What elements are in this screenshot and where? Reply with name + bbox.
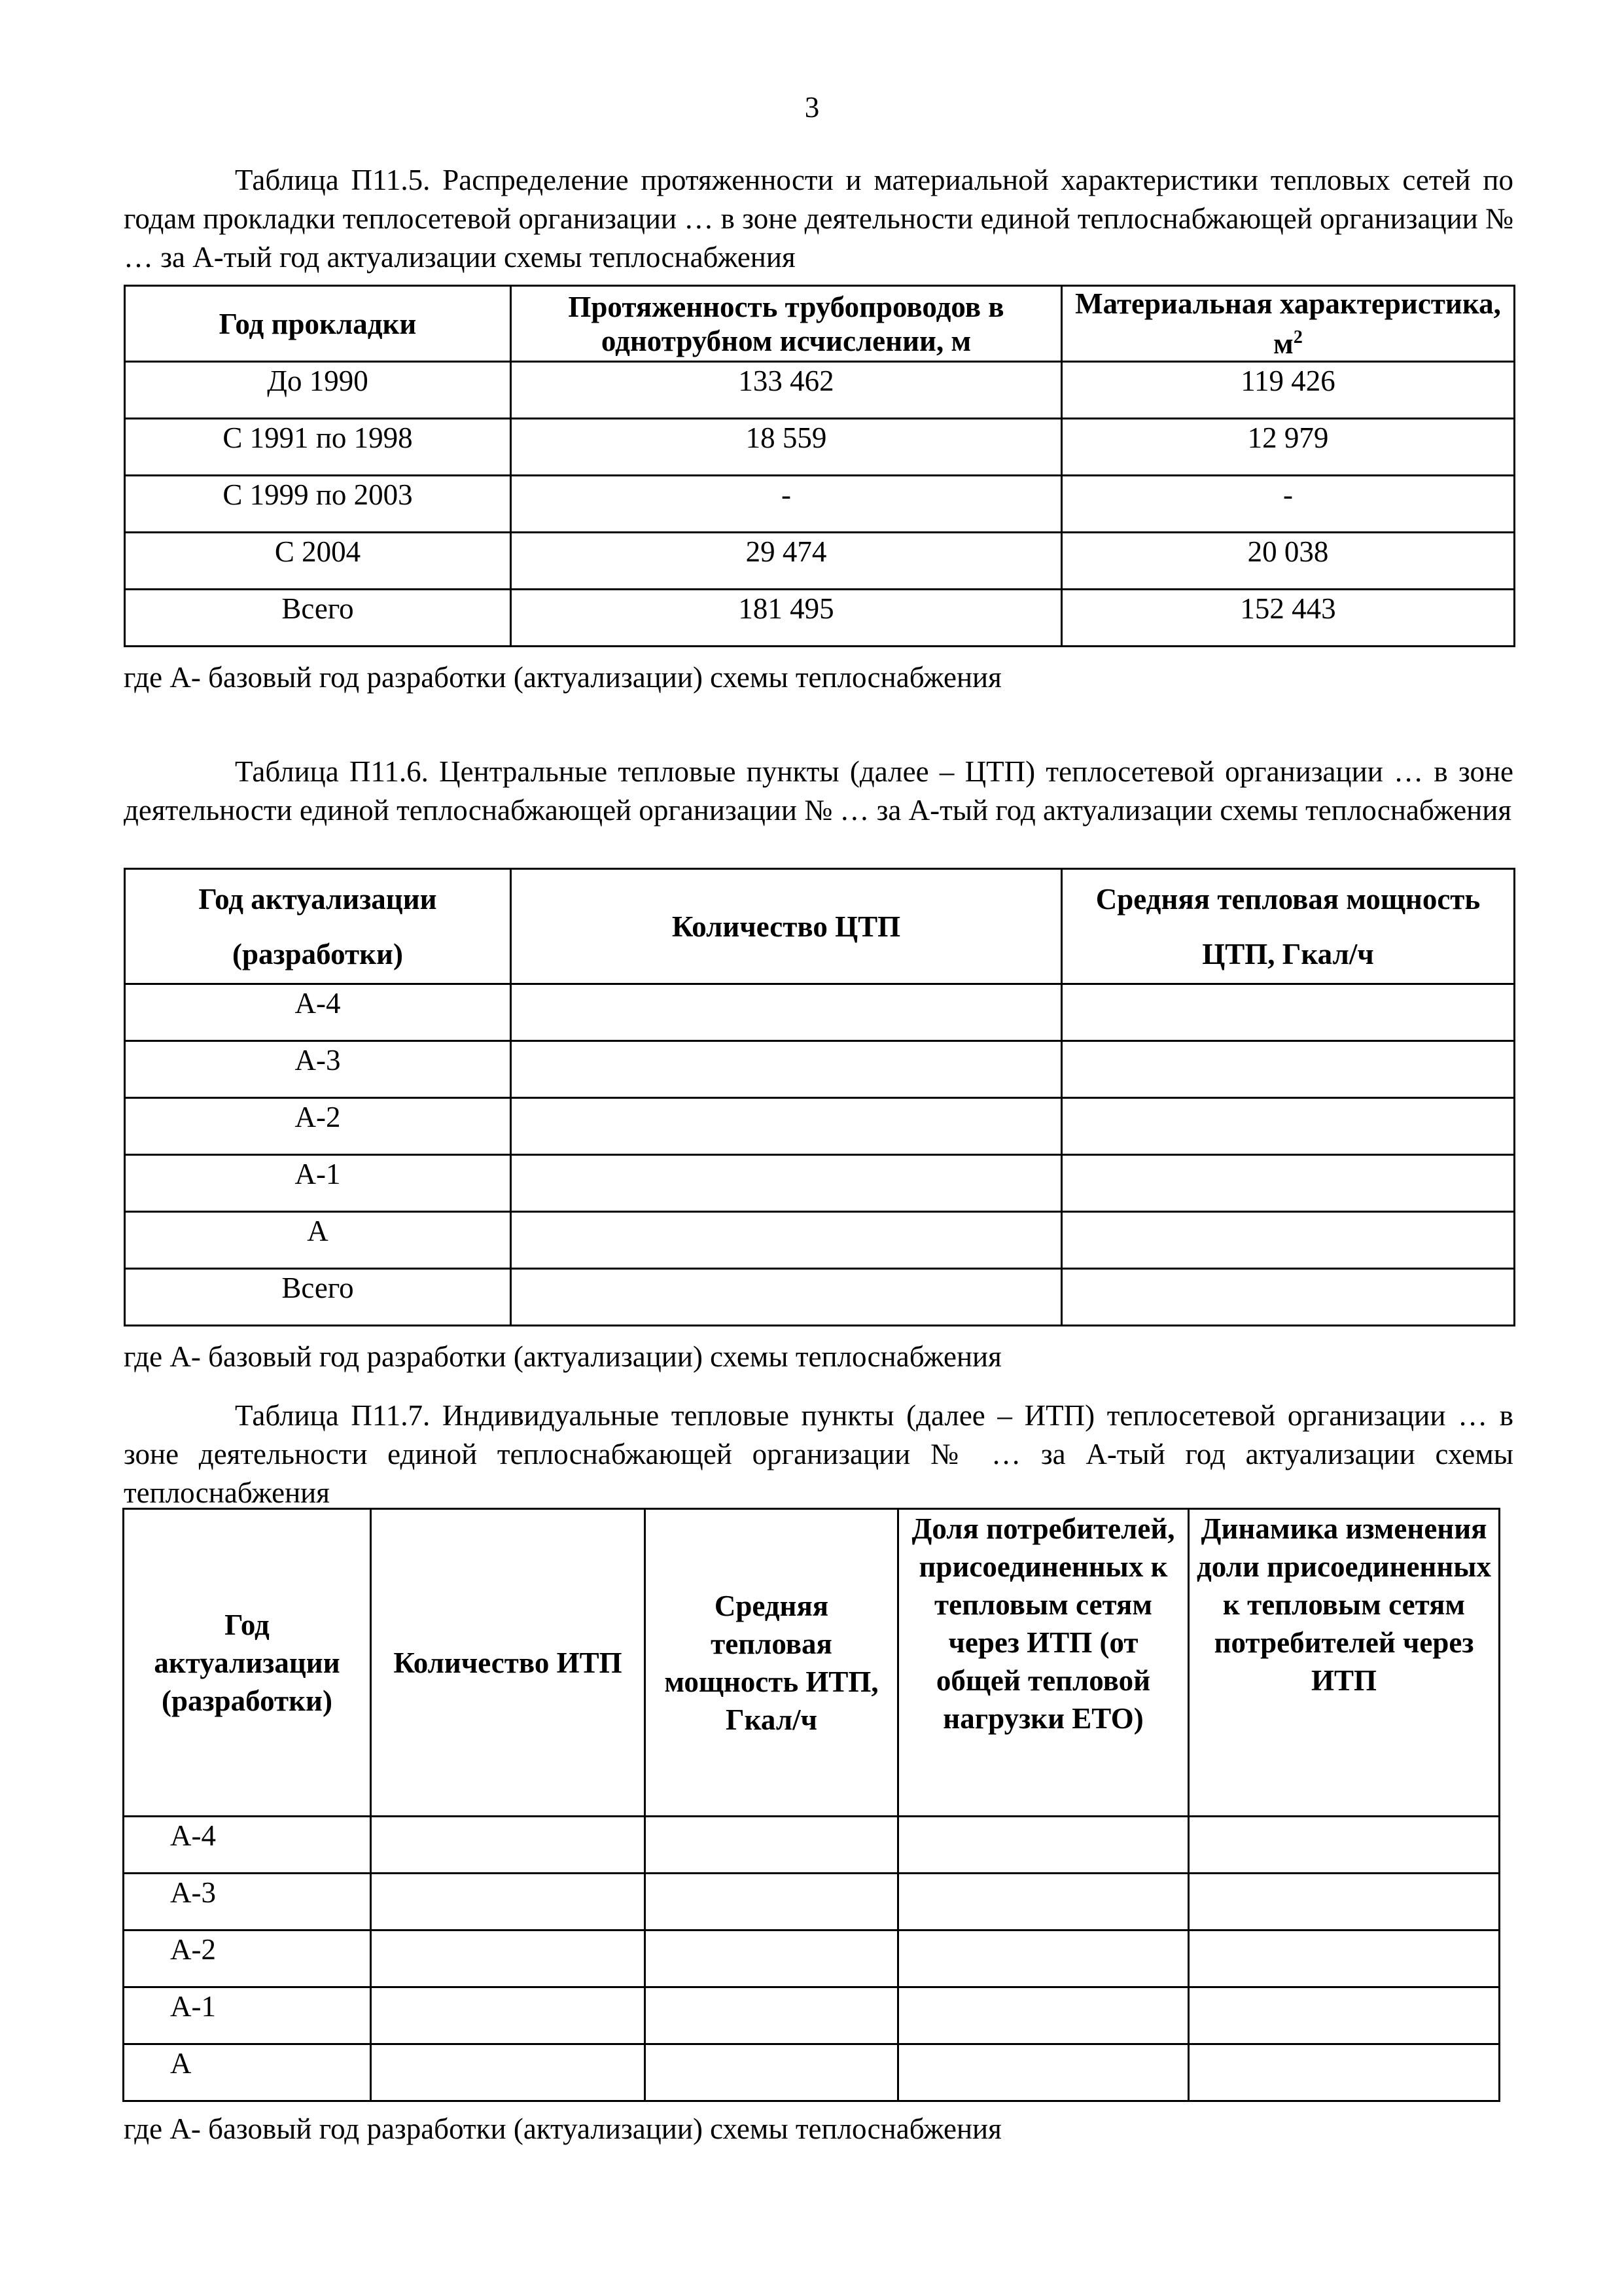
- empty-cell: [1062, 1212, 1515, 1269]
- row-label: А-2: [125, 1098, 511, 1155]
- table2-caption: Таблица П11.6. Центральные тепловые пункты (далее – ЦТП) теплосетевой организации … в зоне деятельности единой теплоснабжающей организации № … за А-тый год актуализации схемы теплоснабжения: [124, 755, 1513, 827]
- table3-note: где А- базовый год разработки (актуализации) схемы теплоснабжения: [124, 2112, 1002, 2145]
- table-row: [125, 419, 1515, 476]
- table-row: [124, 1987, 1500, 2044]
- empty-cell: [898, 2044, 1189, 2101]
- empty-cell: [511, 1212, 1062, 1269]
- empty-cell: [898, 1874, 1189, 1930]
- empty-cell: [371, 1874, 645, 1930]
- empty-cell: [371, 1817, 645, 1874]
- row-label: А-4: [125, 984, 511, 1041]
- superscript: 2: [1293, 327, 1303, 347]
- empty-cell: [1062, 1155, 1515, 1212]
- header-share: Доля потребителей, присоединенных к тепловым сетям через ИТП (от общей тепловой нагрузки ЕТО): [898, 1509, 1189, 1817]
- empty-cell: [1062, 984, 1515, 1041]
- empty-cell: [1189, 1930, 1500, 1987]
- empty-cell: [511, 984, 1062, 1041]
- header-power: Средняя тепловая мощность ЦТП, Гкал/ч: [1062, 869, 1515, 984]
- row-label: А-4: [124, 1817, 371, 1874]
- header-length: Протяженность трубопроводов в однотрубном исчислении, м: [511, 286, 1062, 362]
- table-row: [125, 476, 1515, 533]
- table-row: [124, 1817, 1500, 1874]
- row-label: А-1: [125, 1155, 511, 1212]
- table-row: [125, 984, 1515, 1041]
- table-row: [124, 1930, 1500, 1987]
- table-row: [125, 1212, 1515, 1269]
- table-ctp: [124, 868, 1515, 1326]
- table-row: [125, 1098, 1515, 1155]
- table-row: [125, 1041, 1515, 1098]
- table-cell: -: [511, 476, 1062, 533]
- table-row: [124, 1874, 1500, 1930]
- table-row: [125, 362, 1515, 419]
- empty-cell: [1062, 1098, 1515, 1155]
- header-power: Средняя тепловая мощность ИТП, Гкал/ч: [645, 1509, 898, 1817]
- empty-cell: [898, 1987, 1189, 2044]
- table-cell: 20 038: [1062, 533, 1515, 590]
- table-cell: -: [1062, 476, 1515, 533]
- row-label: Всего: [125, 1269, 511, 1326]
- row-label: А-1: [124, 1987, 371, 2044]
- table-itp: [122, 1508, 1500, 2102]
- table-cell: С 2004: [125, 533, 511, 590]
- empty-cell: [371, 2044, 645, 2101]
- row-label: А-2: [124, 1930, 371, 1987]
- table-row: [125, 533, 1515, 590]
- table3-caption: Таблица П11.7. Индивидуальные тепловые пункты (далее – ИТП) теплосетевой организации … в зоне деятельности единой теплоснабжающей организации № … за А-тый год актуализации схемы теплоснабжения: [124, 1399, 1513, 1509]
- table2-note: где А- базовый год разработки (актуализации) схемы теплоснабжения: [124, 1340, 1002, 1373]
- page-number: 3: [804, 91, 820, 124]
- table-cell: Всего: [125, 590, 511, 647]
- table-header-row: [125, 286, 1515, 362]
- table-row: [124, 2044, 1500, 2101]
- table1-caption: Таблица П11.5. Распределение протяженности и материальной характеристики тепловых сетей по годам прокладки теплосетевой организации … в зоне деятельности единой теплоснабжающей организации № … за А-тый год актуализации схемы теплоснабжения: [124, 164, 1513, 274]
- row-label: А: [125, 1212, 511, 1269]
- empty-cell: [898, 1930, 1189, 1987]
- header-material: [1062, 286, 1515, 362]
- table-header-row: [125, 869, 1515, 984]
- header-year: Год актуализации (разработки): [125, 869, 511, 984]
- empty-cell: [511, 1269, 1062, 1326]
- table-cell: До 1990: [125, 362, 511, 419]
- row-label: А-3: [124, 1874, 371, 1930]
- table-header-row: [124, 1509, 1500, 1817]
- table-cell: 12 979: [1062, 419, 1515, 476]
- table1-note: где А- базовый год разработки (актуализации) схемы теплоснабжения: [124, 661, 1002, 694]
- table-cell: С 1991 по 1998: [125, 419, 511, 476]
- table-cell: 29 474: [511, 533, 1062, 590]
- table-cell: С 1999 по 2003: [125, 476, 511, 533]
- empty-cell: [1062, 1269, 1515, 1326]
- header-dynamics: Динамика изменения доли присоединенных к тепловым сетям потребителей через ИТП: [1189, 1509, 1500, 1817]
- empty-cell: [645, 2044, 898, 2101]
- header-material-text: Материальная характеристика, м: [1075, 287, 1501, 360]
- table-row: [125, 1155, 1515, 1212]
- table-cell: 133 462: [511, 362, 1062, 419]
- table-cell: 18 559: [511, 419, 1062, 476]
- table-cell: 181 495: [511, 590, 1062, 647]
- empty-cell: [1189, 2044, 1500, 2101]
- row-label: А: [124, 2044, 371, 2101]
- empty-cell: [371, 1987, 645, 2044]
- empty-cell: [511, 1155, 1062, 1212]
- empty-cell: [645, 1874, 898, 1930]
- header-count: Количество ЦТП: [511, 869, 1062, 984]
- row-label: А-3: [125, 1041, 511, 1098]
- header-year: Год прокладки: [125, 286, 511, 362]
- header-year: Год актуализации (разработки): [124, 1509, 371, 1817]
- table-cell: 119 426: [1062, 362, 1515, 419]
- table-row: [125, 1269, 1515, 1326]
- empty-cell: [1189, 1817, 1500, 1874]
- empty-cell: [898, 1817, 1189, 1874]
- header-count: Количество ИТП: [371, 1509, 645, 1817]
- empty-cell: [1189, 1987, 1500, 2044]
- empty-cell: [511, 1098, 1062, 1155]
- empty-cell: [645, 1930, 898, 1987]
- empty-cell: [511, 1041, 1062, 1098]
- empty-cell: [371, 1930, 645, 1987]
- empty-cell: [1189, 1874, 1500, 1930]
- table-cell: 152 443: [1062, 590, 1515, 647]
- table-pipe-length: [124, 285, 1515, 647]
- table-row: [125, 590, 1515, 647]
- empty-cell: [645, 1817, 898, 1874]
- empty-cell: [1062, 1041, 1515, 1098]
- empty-cell: [645, 1987, 898, 2044]
